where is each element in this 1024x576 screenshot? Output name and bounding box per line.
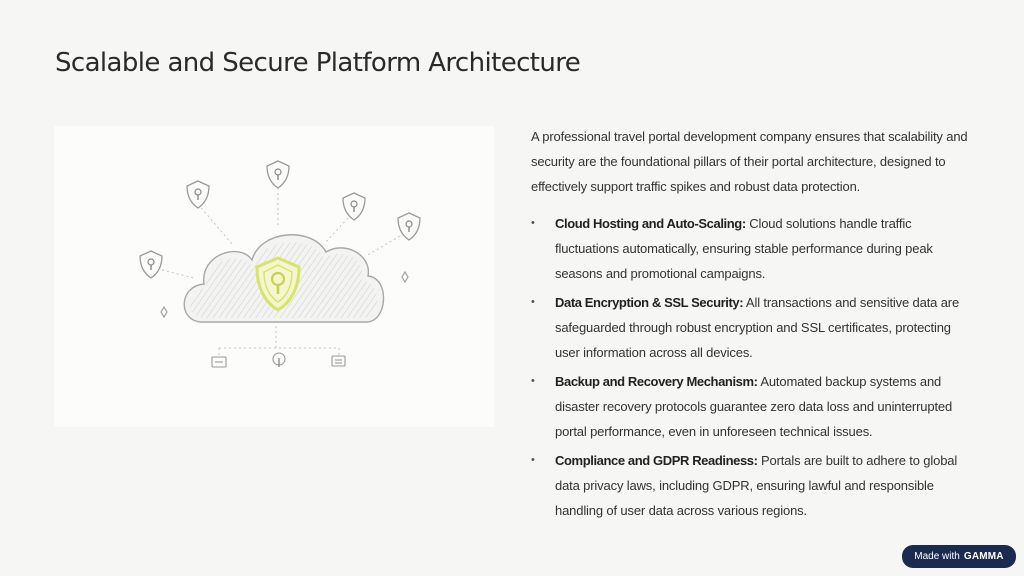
slide-title: Scalable and Secure Platform Architecture — [55, 48, 581, 78]
bullet-backup-recovery — [531, 369, 971, 444]
bullet-text: Portals are built to adhere to global data privacy laws, including GDPR, ensuring lawful and responsible handling of user data across various regions. — [555, 453, 958, 518]
bullet-data-encryption — [531, 290, 971, 365]
intro-paragraph: A professional travel portal development company ensures that scalability and security are the foundational pillars of their portal architecture, designed to effectively support traffic spikes and robust data protection. — [531, 129, 968, 194]
bullet-cloud-hosting — [531, 211, 971, 286]
cloud-security-illustration — [54, 126, 494, 427]
slide-body — [531, 124, 971, 527]
badge-prefix: Made with — [914, 551, 960, 562]
bullet-marker: • — [531, 217, 535, 229]
bullet-marker: • — [531, 296, 535, 308]
made-with-gamma-badge[interactable] — [902, 545, 1016, 568]
bullet-text: Cloud solutions handle traffic fluctuations automatically, ensuring stable performance during peak seasons and promotional campaigns. — [555, 216, 933, 281]
bullet-marker: • — [531, 375, 535, 387]
bullet-title: Cloud Hosting and Auto-Scaling: — [555, 216, 746, 231]
lock-pin-icon — [273, 353, 285, 367]
bullet-title: Compliance and GDPR Readiness: — [555, 453, 758, 468]
bullet-compliance-gdpr — [531, 448, 971, 523]
bullet-text: All transactions and sensitive data are safeguarded through robust encryption and SSL certificates, protecting user information across all devices. — [555, 295, 960, 360]
bullet-list — [531, 211, 971, 523]
gamma-logo: GAMMA — [963, 551, 1004, 562]
bullet-text: Automated backup systems and disaster recovery protocols guarantee zero data loss and uninterrupted portal performance, even in unforeseen technical issues. — [555, 374, 953, 439]
bullet-title: Backup and Recovery Mechanism: — [555, 374, 758, 389]
server-icon — [212, 357, 226, 367]
bullet-marker: • — [531, 454, 535, 466]
document-icon — [332, 356, 345, 366]
bullet-title: Data Encryption & SSL Security: — [555, 295, 744, 310]
